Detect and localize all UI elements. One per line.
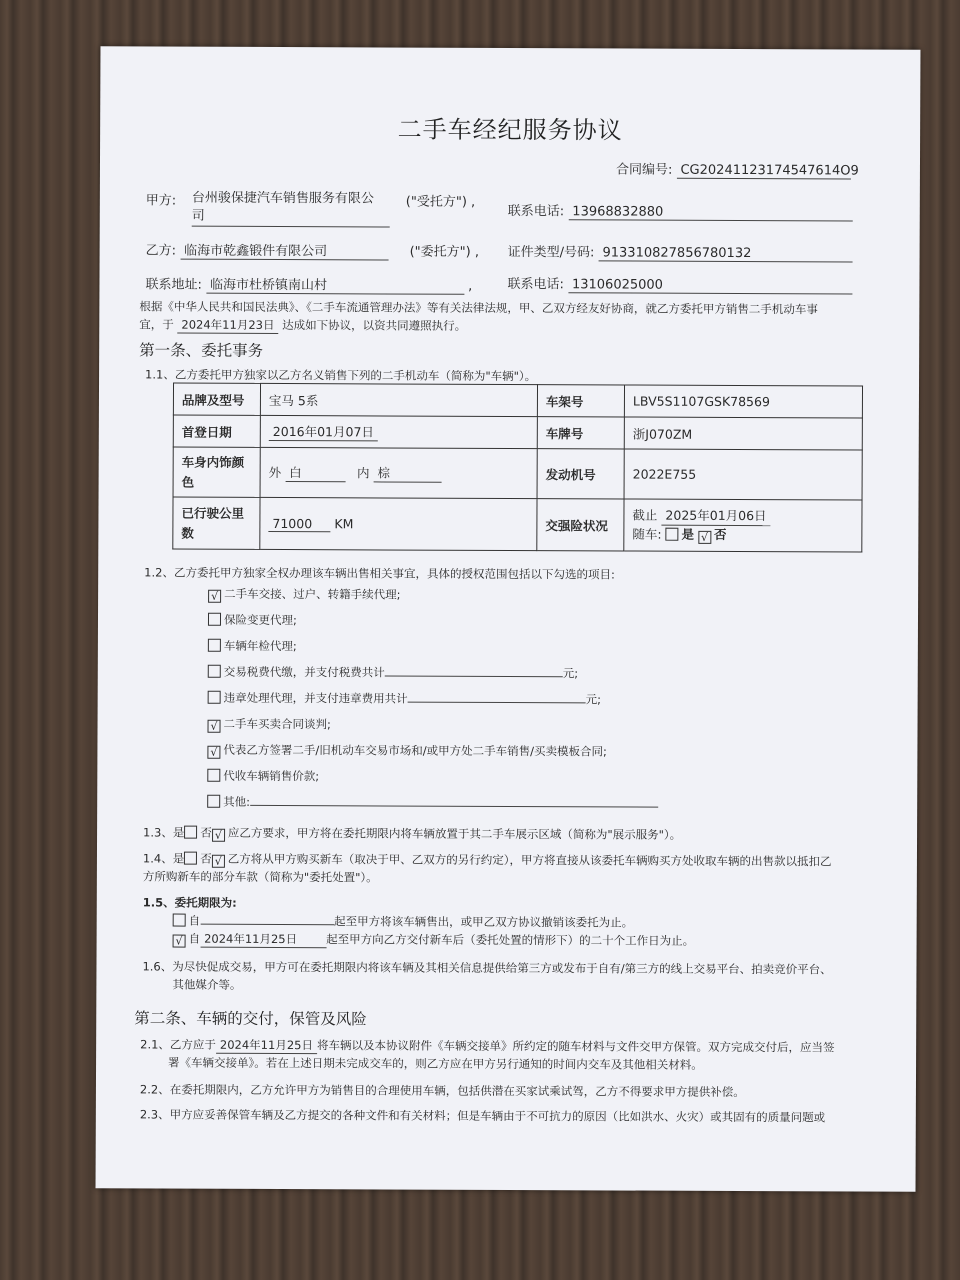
authorization-checkbox[interactable] — [207, 769, 220, 782]
table-row — [173, 415, 862, 450]
clause-2-3: 2.3、甲方应妥善保管车辆及乙方提交的各种文件和有关材料；但是车辆由于不可抗力的原因（比如洪水、火灾）或其固有的质量问题或 — [139, 1107, 826, 1125]
brand-label: 品牌及型号 — [173, 383, 260, 415]
party-b-id-label: 证件类型/号码: — [507, 244, 595, 261]
authorization-text: 交易税费代缴，并支付税费共计 — [223, 664, 385, 680]
color-label: 车身内饰颜色 — [173, 447, 260, 497]
term-option2-checkbox[interactable]: √ — [173, 935, 186, 948]
party-b-id — [508, 241, 853, 263]
reg-date-cell — [260, 415, 537, 448]
interior-label: 内 — [357, 465, 370, 481]
party-b-address-value: 临海市杜桥镇南山村 — [206, 274, 464, 295]
contract-page — [96, 46, 921, 1192]
authorization-text: 车辆年检代理; — [223, 638, 297, 654]
clause-1-4-yes-checkbox[interactable] — [184, 852, 197, 865]
authorization-text: 违章处理代理，并支付违章费用共计 — [223, 690, 408, 706]
engine-value: 2022E755 — [624, 449, 862, 500]
mileage-cell — [260, 497, 537, 550]
party-a-name-line1: 台州骏保捷汽车销售服务有限公 — [191, 190, 374, 207]
term-option2-prefix: 自 — [188, 931, 201, 946]
section-1-heading: 第一条、委托事务 — [139, 341, 264, 360]
clause-2-2: 2.2、在委托期限内，乙方允许甲方为销售目的合理使用车辆，包括供潜在买家试乘试驾，乙方不得要求甲方提供补偿。 — [139, 1082, 745, 1100]
party-b-label: 乙方: — [145, 243, 177, 259]
party-b-role: ("委托方") , — [409, 244, 480, 260]
mileage-label: 已行驶公里数 — [173, 497, 260, 549]
authorization-tail: 元; — [562, 666, 579, 681]
clause-1-3-yes-label: 1.3、是 — [143, 825, 185, 840]
list-item — [208, 607, 659, 635]
insurance-until-label: 截止 — [632, 507, 658, 523]
party-a-label: 甲方: — [145, 193, 177, 209]
insurance-cell — [624, 499, 862, 552]
party-b-address — [145, 273, 472, 294]
authorization-checkbox[interactable] — [208, 691, 221, 704]
clause-1-3-yes-checkbox[interactable] — [184, 826, 197, 839]
preamble-suffix: 达成如下协议，以资共同遵照执行。 — [282, 318, 467, 333]
list-item — [208, 659, 659, 687]
insurance-yes-checkbox[interactable] — [666, 528, 679, 541]
term-start-date: 2024年11月25日 — [200, 931, 326, 949]
clause-1-4 — [143, 850, 832, 870]
party-a-name — [192, 190, 390, 228]
authorization-text: 保险变更代理; — [223, 612, 297, 628]
clause-1-5-label: 1.5、委托期限为: — [142, 895, 237, 910]
party-a-role: ("受托方") , — [405, 194, 476, 210]
document-title: 二手车经纪服务协议 — [397, 115, 623, 145]
party-b-id-value: 913310827856780132 — [598, 245, 852, 262]
insurance-follow-label: 随车: — [632, 526, 662, 542]
delivery-date: 2024年11月25日 — [216, 1037, 317, 1054]
clause-1-3 — [143, 824, 681, 843]
blank-line — [408, 702, 586, 704]
insurance-no-checkbox[interactable]: √ — [698, 531, 711, 544]
party-b — [146, 239, 389, 260]
vin-label: 车架号 — [537, 385, 624, 417]
clause-1-3-text: 应乙方要求，甲方将在委托期限内将车辆放置于其二手车展示区域（简称为"展示服务"）。 — [227, 825, 682, 842]
party-b-name: 临海市乾鑫锻件有限公司 — [180, 240, 388, 261]
table-row — [173, 447, 862, 500]
term-option1-prefix: 自 — [188, 913, 201, 928]
term-option1-checkbox[interactable] — [173, 914, 186, 927]
brand-value: 宝马 5系 — [260, 383, 537, 416]
reg-date-label: 首登日期 — [173, 415, 260, 447]
authorization-text: 二手车交接、过户、转籍手续代理; — [224, 586, 401, 602]
preamble-line1: 根据《中华人民共和国民法典》、《二手车流通管理办法》等有关法律法规，甲、乙双方经友好协商，就乙方委托甲方销售二手机动车事 — [139, 299, 818, 317]
authorization-text: 其他: — [223, 794, 251, 809]
contract-number-label: 合同编号: — [615, 162, 673, 178]
authorization-list — [207, 581, 659, 817]
term-option2-text: 起至甲方向乙方交付新车后（委托处置的情形下）的二十个工作日为止。 — [326, 932, 695, 948]
clause-1-4-no-checkbox[interactable]: √ — [212, 855, 225, 868]
clause-1-3-no-label: 否 — [200, 825, 212, 840]
authorization-text: 代表乙方签署二手/旧机动车交易市场和/或甲方处二手车销售/买卖模板合同; — [223, 742, 607, 759]
party-a-phone-value: 13968832880 — [568, 204, 852, 221]
party-b-phone-value: 13106025000 — [568, 277, 852, 294]
clause-1-2: 1.2、乙方委托甲方独家全权办理该车辆出售相关事宜，具体的授权范围包括以下勾选的项目: — [144, 565, 615, 582]
party-b-phone-label: 联系电话: — [507, 276, 564, 293]
clause-1-4-yes-label: 1.4、是 — [142, 851, 185, 866]
party-a-name-line2: 司 — [192, 208, 390, 228]
insurance-until-value: 2025年01月06日 — [661, 507, 770, 526]
list-item — [207, 763, 658, 791]
authorization-tail: 元; — [585, 692, 602, 707]
mileage-unit: KM — [334, 515, 354, 531]
preamble-prefix: 宜，于 — [139, 317, 174, 332]
authorization-text: 代收车辆销售价款; — [223, 768, 320, 784]
table-row — [173, 497, 862, 552]
clause-2-1-text: 将车辆以及本协议附件《车辆交接单》所约定的随车材料与文件交甲方保管。双方完成交付后，应当签 — [316, 1038, 835, 1055]
contract-number — [615, 158, 859, 179]
authorization-checkbox[interactable]: √ — [208, 720, 221, 733]
plate-label: 车牌号 — [537, 417, 624, 449]
authorization-checkbox[interactable] — [208, 665, 221, 678]
authorization-checkbox[interactable]: √ — [207, 746, 220, 759]
blank-line — [250, 805, 658, 808]
blank-line — [385, 675, 563, 677]
agreement-date: 2024年11月23日 — [177, 317, 278, 334]
exterior-color: 白 — [285, 463, 345, 482]
color-cell — [260, 447, 537, 498]
section-2-heading: 第二条、车辆的交付，保管及风险 — [134, 1009, 367, 1029]
authorization-checkbox[interactable] — [207, 795, 220, 808]
term-option1-text: 起至甲方将该车辆售出，或甲乙双方协议撤销该委托为止。 — [334, 914, 634, 930]
party-b-address-label: 联系地址: — [145, 277, 202, 293]
insurance-no-label: 否 — [714, 526, 727, 542]
authorization-text: 二手车买卖合同谈判; — [223, 716, 331, 732]
authorization-checkbox[interactable] — [208, 639, 221, 652]
authorization-checkbox[interactable]: √ — [208, 590, 221, 603]
party-b-phone — [507, 273, 852, 295]
party-b-address-tail: , — [468, 278, 473, 294]
party-a-phone — [508, 200, 853, 222]
preamble-line2 — [139, 316, 466, 334]
list-item — [208, 685, 659, 713]
clause-1-6-line1: 1.6、为尽快促成交易，甲方可在委托期限内将该车辆及其相关信息提供给第三方或发布于自有/第三方的线上交易平台、拍卖竞价平台、 — [142, 959, 832, 977]
exterior-label: 外 — [268, 464, 282, 481]
engine-label: 发动机号 — [537, 449, 624, 499]
vin-value: LBV5S1107GSK78569 — [624, 385, 862, 418]
contract-number-value: CG20241123174547614O9 — [676, 163, 850, 180]
table-row — [173, 383, 862, 418]
list-item — [207, 711, 658, 739]
clause-1-4-line2: 方所购新车的部分车款（简称为"委托处置"）。 — [142, 869, 378, 885]
authorization-checkbox[interactable] — [208, 613, 221, 626]
clause-2-1-prefix: 2.1、乙方应于 — [140, 1037, 216, 1052]
clause-1-5-option2 — [173, 931, 695, 950]
vehicle-table — [172, 383, 863, 553]
list-item — [207, 737, 658, 765]
party-a-phone-label: 联系电话: — [507, 203, 565, 220]
list-item — [207, 789, 658, 817]
insurance-yes-label: 是 — [681, 526, 695, 542]
clause-1-1: 1.1、乙方委托甲方独家以乙方名义销售下列的二手机动车（简称为"车辆"）。 — [145, 367, 537, 384]
clause-1-4-no-label: 否 — [200, 851, 212, 866]
mileage-value: 71000 — [268, 515, 330, 531]
reg-date-value: 2016年01月07日 — [269, 422, 378, 441]
clause-2-1-line2: 署《车辆交接单》。若在上述日期未完成交车的，则乙方应在甲方另行通知的时间内交车及其他相关材料。 — [168, 1055, 703, 1072]
list-item — [208, 581, 659, 609]
clause-2-1-line1 — [140, 1036, 834, 1056]
clause-1-6-line2: 其他媒介等。 — [172, 977, 242, 992]
clause-1-3-no-checkbox[interactable]: √ — [212, 829, 225, 842]
list-item — [208, 633, 659, 661]
interior-color: 棕 — [374, 463, 442, 482]
plate-value: 浙J070ZM — [624, 417, 862, 450]
insurance-label: 交强险状况 — [537, 499, 624, 551]
clause-1-5-option1 — [173, 913, 634, 931]
clause-1-4-text1: 乙方将从甲方购买新车（取决于甲、乙双方的另行约定），甲方将直接从该委托车辆购买方处收取车辆的出售款以抵扣乙 — [227, 851, 832, 869]
